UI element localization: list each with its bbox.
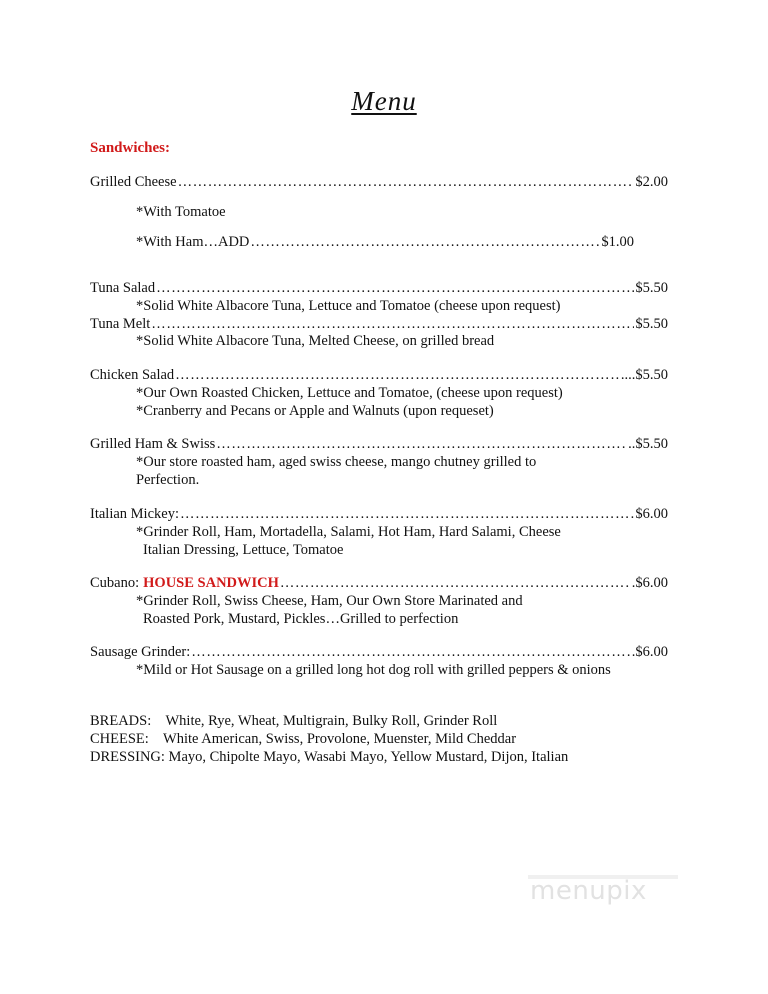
item-option: *With Tomatoe <box>136 204 226 220</box>
menu-item-cubano <box>90 574 668 592</box>
item-description: *Grinder Roll, Ham, Mortadella, Salami, Hot Ham, Hard Salami, Cheese <box>136 524 561 540</box>
menu-item-grilled-ham-swiss <box>90 435 668 453</box>
page-title: Menu <box>351 86 417 116</box>
item-description: *Our Own Roasted Chicken, Lettuce and Tomatoe, (cheese upon request) <box>136 385 563 401</box>
item-description: *Our store roasted ham, aged swiss cheese, mango chutney grilled to <box>136 454 537 470</box>
item-price: .$6.00 <box>631 644 668 660</box>
item-name: Chicken Salad <box>90 367 175 383</box>
item-name: Cubano: <box>90 575 140 591</box>
item-price: $6.00 <box>635 506 668 522</box>
dressing-options: DRESSING: Mayo, Chipolte Mayo, Wasabi Mayo, Yellow Mustard, Dijon, Italian <box>90 749 569 765</box>
item-description: Italian Dressing, Lettuce, Tomatoe <box>143 542 344 558</box>
dot-leader <box>250 233 600 251</box>
item-price: ....$5.50 <box>620 367 668 383</box>
item-description: *Solid White Albacore Tuna, Lettuce and Tomatoe (cheese upon request) <box>136 298 561 314</box>
item-name: Grilled Cheese <box>90 174 177 190</box>
menu-item-chicken-salad <box>90 366 668 384</box>
menu-item-italian-mickey <box>90 505 668 523</box>
item-name: Tuna Salad <box>90 280 156 296</box>
item-name: Sausage Grinder: <box>90 644 191 660</box>
item-description: *Solid White Albacore Tuna, Melted Cheese, on grilled bread <box>136 333 495 349</box>
item-price: $1.00 <box>601 234 634 250</box>
dot-leader <box>180 505 634 523</box>
dot-leader <box>216 435 627 453</box>
item-name: *With Ham…ADD <box>136 234 250 250</box>
item-name: Grilled Ham & Swiss <box>90 436 216 452</box>
dot-leader <box>178 173 635 191</box>
watermark-logo: menupix <box>530 876 647 906</box>
item-name: Italian Mickey: <box>90 506 179 522</box>
dot-leader <box>280 574 631 592</box>
item-description: *Grinder Roll, Swiss Cheese, Ham, Our Own Store Marinated and <box>136 593 523 609</box>
breads-options: BREADS: White, Rye, Wheat, Multigrain, Bulky Roll, Grinder Roll <box>90 713 498 729</box>
item-description: *Mild or Hot Sausage on a grilled long hot dog roll with grilled peppers & onions <box>136 662 611 678</box>
item-price: $5.50 <box>635 280 668 296</box>
menu-item-grilled-cheese <box>90 173 668 191</box>
item-description: Perfection. <box>136 472 200 488</box>
house-sandwich-label: HOUSE SANDWICH <box>143 575 279 591</box>
item-name: Tuna Melt <box>90 316 151 332</box>
menu-item-sausage-grinder <box>90 643 668 661</box>
dot-leader <box>151 315 634 333</box>
menu-item-tuna-melt <box>90 315 668 333</box>
item-price: $5.50 <box>635 316 668 332</box>
menu-addon-ham <box>136 233 634 251</box>
menu-item-tuna-salad <box>90 279 668 297</box>
cheese-options: CHEESE: White American, Swiss, Provolone, Muenster, Mild Cheddar <box>90 731 517 747</box>
item-price: $2.00 <box>635 174 668 190</box>
section-heading-sandwiches: Sandwiches: <box>90 140 171 156</box>
item-price: .$6.00 <box>631 575 668 591</box>
item-description: Roasted Pork, Mustard, Pickles…Grilled to perfection <box>143 611 459 627</box>
dot-leader <box>156 279 634 297</box>
item-price: ..$5.50 <box>628 436 668 452</box>
item-description: *Cranberry and Pecans or Apple and Walnuts (upon requeset) <box>136 403 494 419</box>
dot-leader <box>175 366 620 384</box>
dot-leader <box>191 643 630 661</box>
